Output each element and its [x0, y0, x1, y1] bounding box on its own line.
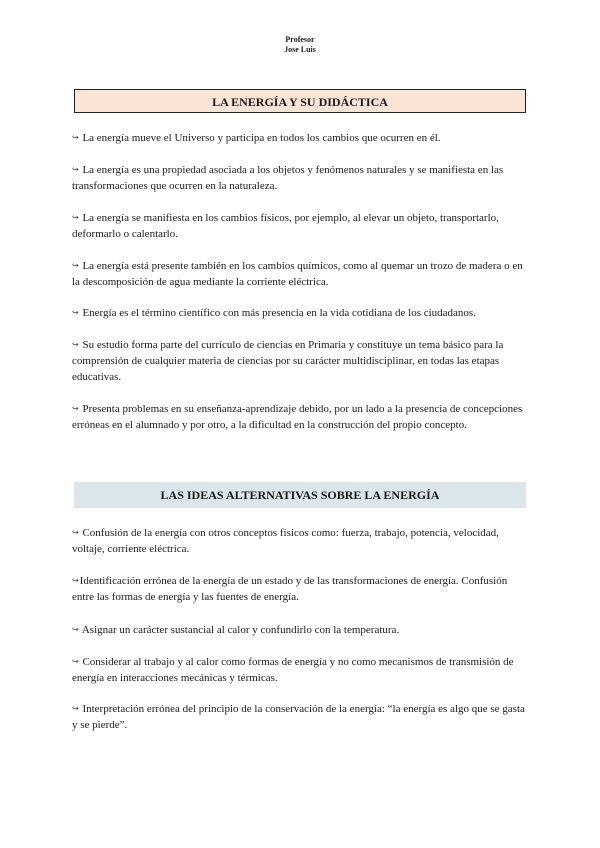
arrow-hook-icon: ↪	[72, 404, 79, 413]
list-item: ↪ La energía es una propiedad asociada a los objetos y fenómenos naturales y se manifiesta en las transformaciones que ocurren en la naturaleza.	[72, 164, 504, 192]
arrow-hook-icon: ↪	[72, 704, 79, 713]
list-item: ↪ Considerar al trabajo y al calor como formas de energía y no como mecanismos de transmisión de energía en interacciones mecánicas y térmicas.	[72, 656, 514, 684]
list-item: ↪ Confusión de la energía con otros conceptos físicos como: fuerza, trabajo, potencia, velocidad, voltaje, corriente eléctrica.	[72, 527, 499, 555]
header-name: Jose Luis	[284, 45, 316, 54]
list-item: ↪ La energía mueve el Universo y participa en todos los cambios que ocurren en él.	[72, 132, 441, 144]
section-title-ideas-alternativas: LAS IDEAS ALTERNATIVAS SOBRE LA ENERGÍA	[74, 482, 526, 508]
list-item: ↪ La energía está presente también en los cambios químicos, como al quemar un trozo de madera o en la descomposición de agua mediante la corriente eléctrica.	[72, 260, 523, 288]
arrow-hook-icon: ↪	[72, 213, 79, 222]
list-item: ↪Identificación errónea de la energía de un estado y de las transformaciones de energía. Confusión entre las formas de energía y las fuentes de energía.	[72, 575, 508, 603]
page-header	[0, 35, 600, 55]
list-item: ↪ La energía se manifiesta en los cambios físicos, por ejemplo, al elevar un objeto, transportarlo, deformarlo o calentarlo.	[72, 212, 499, 240]
header-role: Profesor	[285, 35, 315, 44]
list-item: ↪ Interpretación errónea del principio de la conservación de la energía: “la energía es algo que se gasta y se pierde”.	[72, 703, 525, 731]
arrow-hook-icon: ↪	[72, 165, 79, 174]
arrow-hook-icon: ↪	[72, 133, 79, 142]
arrow-hook-icon: ↪	[72, 625, 79, 634]
list-item: ↪ Su estudio forma parte del currículo de ciencias en Primaria y constituye un tema básico para la comprensión de cualquier materia de ciencias por su carácter multidisciplinar, en todas las etapas educativas.	[72, 339, 504, 383]
arrow-hook-icon: ↪	[72, 576, 79, 585]
arrow-hook-icon: ↪	[72, 261, 79, 270]
list-item: ↪ Asignar un carácter sustancial al calor y confundirlo con la temperatura.	[72, 624, 400, 636]
arrow-hook-icon: ↪	[72, 340, 79, 349]
arrow-hook-icon: ↪	[72, 308, 79, 317]
arrow-hook-icon: ↪	[72, 528, 79, 537]
arrow-hook-icon: ↪	[72, 657, 79, 666]
list-item: ↪ Energía es el término científico con más presencia en la vida cotidiana de los ciudadanos.	[72, 307, 476, 319]
list-item: ↪ Presenta problemas en su enseñanza-aprendizaje debido, por un lado a la presencia de concepciones erróneas en el alumnado y por otro, a la dificultad en la construcción del propio concepto.	[72, 403, 523, 431]
section-title-energia: LA ENERGÍA Y SU DIDÁCTICA	[74, 89, 526, 113]
